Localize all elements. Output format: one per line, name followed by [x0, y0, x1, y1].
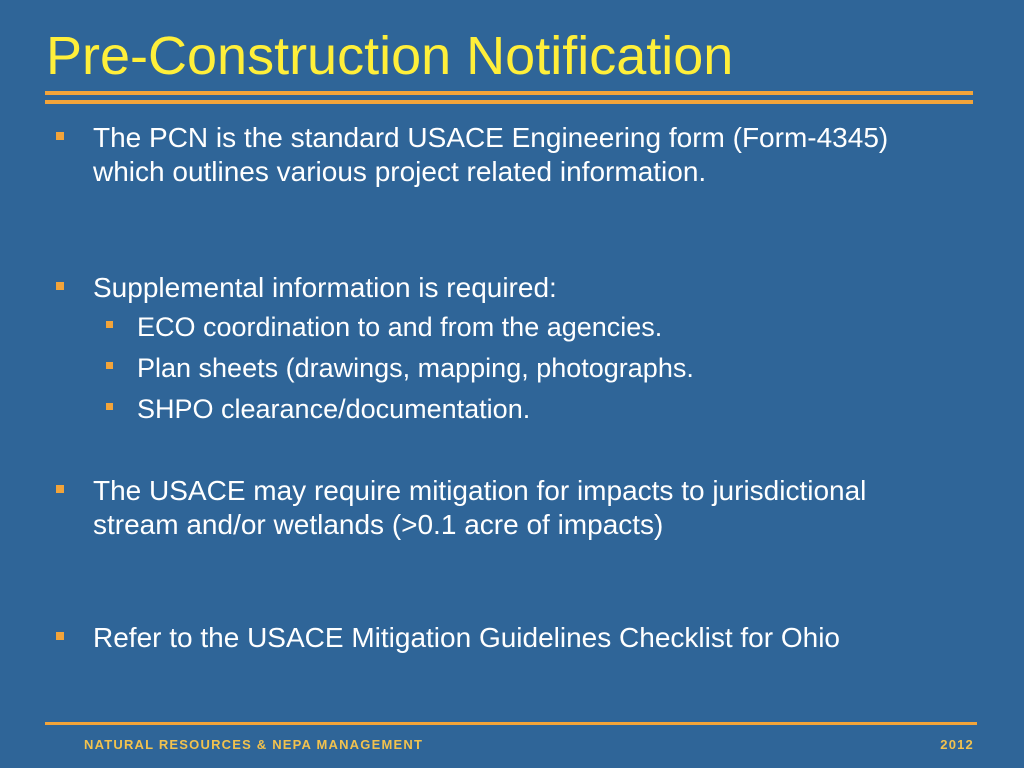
sub-bullet-text: Plan sheets (drawings, mapping, photographs.: [137, 353, 694, 383]
footer-year: 2012: [940, 737, 974, 752]
square-sub-bullet-icon: [106, 321, 113, 328]
square-sub-bullet-icon: [106, 362, 113, 369]
title-divider-upper: [45, 91, 973, 95]
bullet-text: The PCN is the standard USACE Engineering form (Form-4345) which outlines various project related information.: [93, 122, 889, 187]
sub-bullet-text: SHPO clearance/documentation.: [137, 394, 531, 424]
bullet-text: Supplemental information is required:: [93, 272, 557, 303]
square-bullet-icon: [56, 632, 64, 640]
square-bullet-icon: [56, 282, 64, 290]
square-bullet-icon: [56, 132, 64, 140]
footer-organization: NATURAL RESOURCES & NEPA MANAGEMENT: [84, 737, 424, 752]
bullet-text: The USACE may require mitigation for impacts to jurisdictional stream and/or wetlands (>0.1 acre of impacts): [93, 475, 867, 540]
title-divider-lower: [45, 100, 973, 104]
square-sub-bullet-icon: [106, 403, 113, 410]
square-bullet-icon: [56, 485, 64, 493]
bullet-text: Refer to the USACE Mitigation Guidelines Checklist for Ohio: [93, 622, 840, 653]
sub-bullet-text: ECO coordination to and from the agencies.: [137, 312, 663, 342]
slide-title: Pre-Construction Notification: [46, 26, 734, 86]
footer-divider: [45, 722, 977, 725]
